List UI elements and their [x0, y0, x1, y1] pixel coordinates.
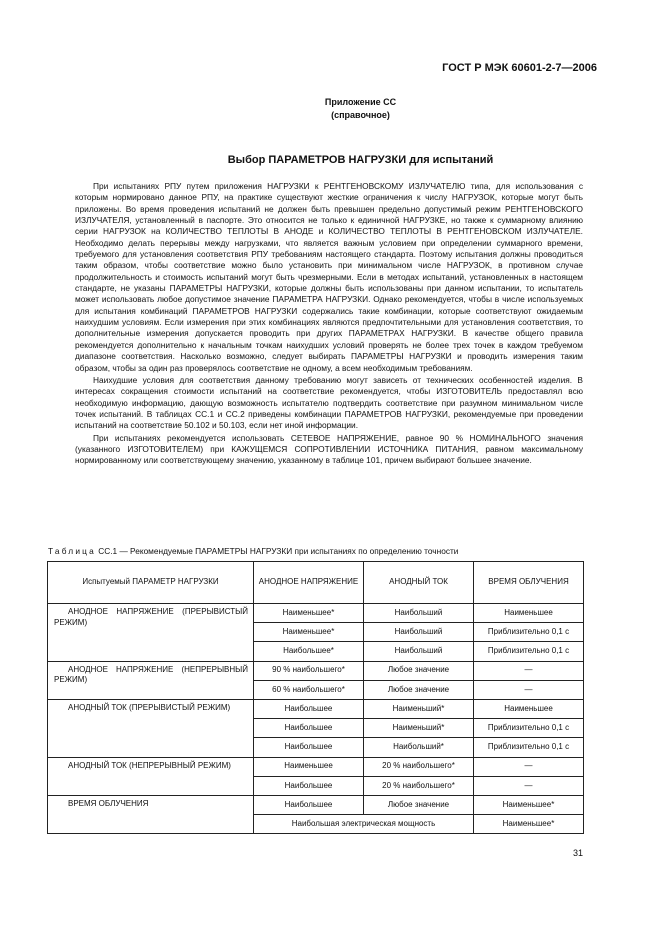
table-cell: —: [474, 661, 584, 680]
header-time: ВРЕМЯ ОБЛУЧЕНИЯ: [474, 562, 584, 604]
table-row: [48, 795, 584, 814]
param-cell: АНОДНЫЙ ТОК (ПРЕРЫВИСТЫЙ РЕЖИМ): [48, 699, 254, 757]
table-cell: Любое значение: [364, 680, 474, 699]
annex-kind: (справочное): [331, 110, 390, 120]
table-cell: Наименьший*: [364, 699, 474, 718]
table-cell-merged: Наибольшая электрическая мощность: [254, 815, 474, 834]
table-caption-text: СС.1 — Рекомендуемые ПАРАМЕТРЫ НАГРУЗКИ при испытаниях по определению точности: [98, 546, 459, 556]
table-caption: [48, 546, 458, 556]
table-cell: Наименьшее: [254, 757, 364, 776]
paragraph: При испытаниях рекомендуется использовать СЕТЕВОЕ НАПРЯЖЕНИЕ, равное 90 % НОМИНАЛЬНОГО значения (указанного ИЗГОТОВИТЕЛЕМ) при КАЖУЩЕМСЯ СОПРОТИВЛЕНИИ ИСТОЧНИКА ПИТАНИЯ, равном максимальному нормированному или соответствующему значению, указанному в таблице 101, причем выбирают большее значение.: [75, 432, 583, 466]
table-cell: Наибольший*: [364, 738, 474, 757]
table-cell: Любое значение: [364, 661, 474, 680]
param-cell: АНОДНОЕ НАПРЯЖЕНИЕ (НЕПРЕРЫВНЫЙ РЕЖИМ): [48, 661, 254, 699]
annex-title: Приложение СС: [324, 97, 397, 107]
table-cell: Наибольший: [364, 604, 474, 623]
table-cell: Наибольшее: [254, 776, 364, 795]
table-cell: Наибольшее: [254, 795, 364, 814]
table-cell: Наибольшее: [254, 719, 364, 738]
table-cell: Приблизительно 0,1 с: [474, 719, 584, 738]
header-voltage: АНОДНОЕ НАПРЯЖЕНИЕ: [254, 562, 364, 604]
table-cell: Наибольший: [364, 623, 474, 642]
table-row: [48, 604, 584, 623]
table-cell: Наименьший*: [364, 719, 474, 738]
annex-heading: [0, 96, 661, 122]
table-header-row: [48, 562, 584, 604]
table-row: [48, 699, 584, 718]
body-text: [75, 181, 583, 467]
table-row: [48, 661, 584, 680]
table-cell: Наибольшее: [254, 738, 364, 757]
table-cell: Приблизительно 0,1 с: [474, 642, 584, 661]
table-cell: Приблизительно 0,1 с: [474, 623, 584, 642]
param-cell: АНОДНЫЙ ТОК (НЕПРЕРЫВНЫЙ РЕЖИМ): [48, 757, 254, 795]
param-cell: АНОДНОЕ НАПРЯЖЕНИЕ (ПРЕРЫВИСТЫЙ РЕЖИМ): [48, 604, 254, 662]
table-cell: Наименьшее: [474, 604, 584, 623]
header-current: АНОДНЫЙ ТОК: [364, 562, 474, 604]
table-cell: Наименьшее*: [474, 795, 584, 814]
table-cell: Любое значение: [364, 795, 474, 814]
table-caption-word: Таблица: [48, 546, 96, 556]
page-number: 31: [572, 848, 583, 858]
table-cell: 90 % наибольшего*: [254, 661, 364, 680]
table-row: [48, 757, 584, 776]
table-cell: Наименьшее: [474, 699, 584, 718]
table-cell: —: [474, 757, 584, 776]
table-cell: Наибольший: [364, 642, 474, 661]
table-cell: 20 % наибольшего*: [364, 757, 474, 776]
loading-parameters-table: [47, 561, 584, 834]
table-cell: 20 % наибольшего*: [364, 776, 474, 795]
document-code: ГОСТ Р МЭК 60601-2-7—2006: [442, 62, 597, 74]
table-cell: —: [474, 776, 584, 795]
table-cell: Наименьшее*: [254, 604, 364, 623]
table-cell: Приблизительно 0,1 с: [474, 738, 584, 757]
table-cell: 60 % наибольшего*: [254, 680, 364, 699]
table-cell: Наименьшее*: [254, 623, 364, 642]
section-title: Выбор ПАРАМЕТРОВ НАГРУЗКИ для испытаний: [227, 154, 494, 166]
table-cell: Наименьшее*: [474, 815, 584, 834]
table-cell: Наибольшее: [254, 699, 364, 718]
header-param: Испытуемый ПАРАМЕТР НАГРУЗКИ: [48, 562, 254, 604]
paragraph: Наихудшие условия для соответствия данному требованию могут зависеть от технических особенностей изделия. В интересах сокращения стоимости испытаний на соответствие рекомендуется, чтобы ИЗГОТОВИТЕЛЬ предоставлял всю необходимую информацию, дающую возможность испытателю подтвердить соответствие при разумном минимальном числе точек испытаний. В таблицах СС.1 и СС.2 приведены комбинации ПАРАМЕТРОВ НАГРУЗКИ, рекомендуемые при проведении испытаний на соответствие 50.102 и 50.103, если нет иной информации.: [75, 374, 583, 431]
param-cell: ВРЕМЯ ОБЛУЧЕНИЯ: [48, 795, 254, 833]
table-cell: Наибольшее*: [254, 642, 364, 661]
paragraph: При испытаниях РПУ путем приложения НАГРУЗКИ к РЕНТГЕНОВСКОМУ ИЗЛУЧАТЕЛЮ типа, для использования с которым нормировано данное РПУ, на практике существуют жесткие ограничения к числу НАГРУЗОК, которые могут быть приложены. Во время проведения испытаний не должен быть превышен предельно допустимый режим РЕНТГЕНОВСКОГО ИЗЛУЧАТЕЛЯ, установленный в паспорте. Это относится не только к единичной НАГРУЗКЕ, но также к суммарному влиянию серии НАГРУЗОК на КОЛИЧЕСТВО ТЕПЛОТЫ В АНОДЕ и КОЛИЧЕСТВО ТЕПЛОТЫ В РЕНТГЕНОВСКОМ ИЗЛУЧАТЕЛЕ. Необходимо делать перерывы между нагрузками, что является важным условием при определении суммарного времени, требуемого для установления соответствия РПУ требованиям настоящего стандарта. Поэтому испытания должны проводиться таким образом, чтобы соответствие можно было установить при минимальном числе НАГРУЗОК, в противном случае продолжительность и стоимость испытаний могут быть чрезмерными. Если в методах испытаний, установленных в настоящем стандарте, не указаны ПАРАМЕТРЫ НАГРУЗКИ, которые должны быть использованы при данном испытании, то испытатель может использовать любое допустимое значение ПАРАМЕТРА НАГРУЗКИ. Однако рекомендуется, чтобы в числе используемых для испытания комбинаций ПАРАМЕТРОВ НАГРУЗКИ содержались такие комбинации, которые соответствуют ожидаемым наихудшим условиям. Если измерения при этих комбинациях являются предпочтительными для установления соответствия, то дополнительные измерения допускается проводить при других ПАРАМЕТРАХ НАГРУЗКИ. В качестве общего правила рекомендуется дополнительно к начальным точкам наихудших условий проверять не более трех точек в каждом требуемом диапазоне соответствия. Насколько возможно, следует выбирать ПАРАМЕТРЫ НАГРУЗКИ и проводить измерения таким образом, чтобы за один раз проверялось соответствие не одному, а всем необходимым требованиям.: [75, 181, 583, 373]
table-cell: —: [474, 680, 584, 699]
